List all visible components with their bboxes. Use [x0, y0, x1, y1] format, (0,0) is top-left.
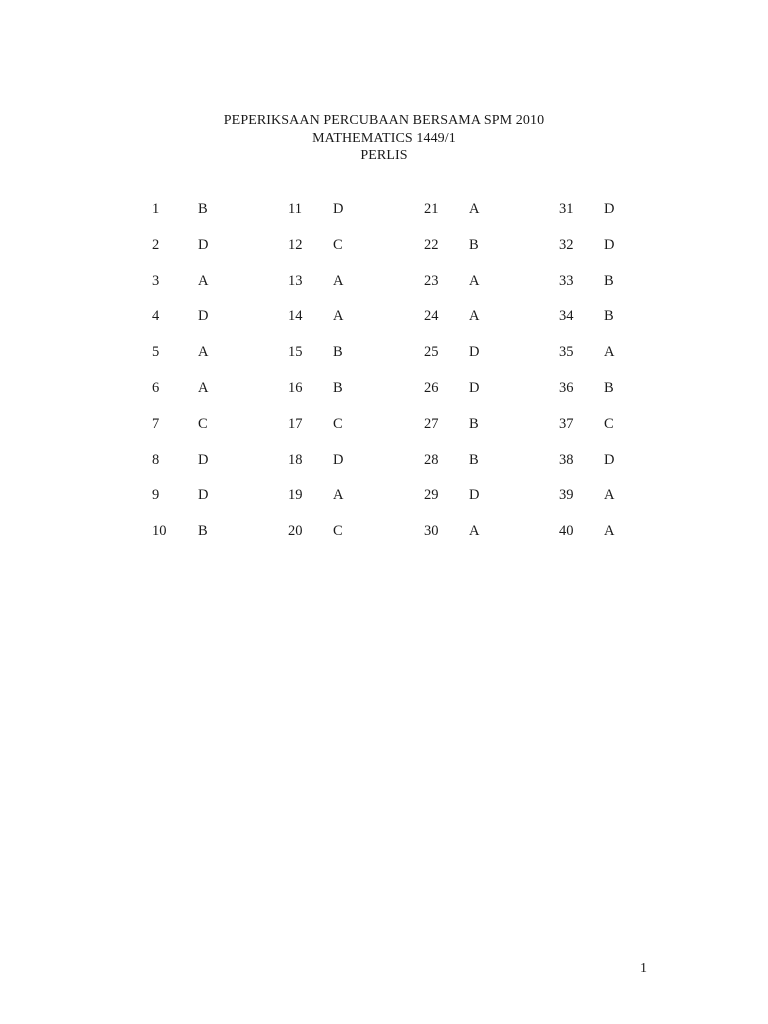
question-number: 11 — [288, 201, 302, 217]
question-number: 27 — [424, 415, 439, 432]
page-number: 1 — [640, 961, 647, 976]
question-number: 38 — [559, 451, 574, 468]
answer-letter: B — [604, 272, 614, 289]
question-number: 28 — [424, 451, 439, 468]
question-number: 35 — [559, 344, 574, 361]
question-number: 10 — [152, 523, 167, 540]
question-number: 34 — [559, 308, 574, 325]
answer-letter: D — [604, 451, 615, 468]
question-number: 5 — [152, 344, 160, 361]
question-number: 26 — [424, 380, 439, 396]
answer-letter: C — [604, 415, 614, 432]
answer-letter: D — [198, 487, 209, 504]
question-number: 4 — [152, 308, 160, 325]
answer-letter: A — [333, 487, 344, 504]
question-number: 6 — [152, 380, 160, 396]
question-number: 13 — [288, 272, 303, 289]
answer-letter: A — [604, 344, 615, 361]
answer-letter: A — [198, 344, 209, 361]
question-number: 31 — [559, 201, 574, 217]
question-number: 19 — [288, 487, 303, 504]
answer-letter: A — [469, 201, 480, 217]
answer-letter: A — [469, 523, 480, 540]
answer-letter: D — [469, 487, 480, 504]
answer-letter: A — [198, 272, 209, 289]
answer-letter: D — [604, 236, 615, 253]
answer-letter: A — [604, 487, 615, 504]
question-number: 12 — [288, 236, 303, 253]
answer-letter: C — [333, 415, 343, 432]
answer-letter: B — [333, 380, 343, 396]
answer-letter: C — [333, 236, 343, 253]
answer-letter: D — [469, 380, 480, 396]
question-number: 8 — [152, 451, 160, 468]
answer-letter: A — [333, 308, 344, 325]
question-number: 25 — [424, 344, 439, 361]
answer-letter: B — [333, 344, 343, 361]
question-number: 16 — [288, 380, 303, 396]
answer-letter: D — [198, 451, 209, 468]
answer-letter: A — [469, 308, 480, 325]
answer-letter: C — [198, 415, 208, 432]
answer-letter: B — [198, 201, 208, 217]
question-number: 22 — [424, 236, 439, 253]
answer-letter: D — [604, 201, 615, 217]
question-number: 30 — [424, 523, 439, 540]
subject-title: MATHEMATICS 1449/1 — [312, 130, 456, 146]
question-number: 1 — [152, 201, 160, 217]
answer-letter: C — [333, 523, 343, 540]
answer-letter: A — [198, 380, 209, 396]
question-number: 9 — [152, 487, 160, 504]
answer-letter: D — [198, 236, 209, 253]
question-number: 14 — [288, 308, 303, 325]
answer-letter: D — [469, 344, 480, 361]
question-number: 29 — [424, 487, 439, 504]
answer-letter: B — [198, 523, 208, 540]
question-number: 23 — [424, 272, 439, 289]
question-number: 32 — [559, 236, 574, 253]
question-number: 21 — [424, 201, 439, 217]
answer-letter: B — [469, 415, 479, 432]
question-number: 24 — [424, 308, 439, 325]
answer-letter: B — [604, 380, 614, 396]
question-number: 37 — [559, 415, 574, 432]
question-number: 36 — [559, 380, 574, 396]
question-number: 15 — [288, 344, 303, 361]
question-number: 17 — [288, 415, 303, 432]
answer-letter: A — [469, 272, 480, 289]
answer-letter: A — [333, 272, 344, 289]
question-number: 33 — [559, 272, 574, 289]
question-number: 39 — [559, 487, 574, 504]
question-number: 40 — [559, 523, 574, 540]
answer-letter: A — [604, 523, 615, 540]
exam-title: PEPERIKSAAN PERCUBAAN BERSAMA SPM 2010 — [223, 113, 545, 128]
question-number: 7 — [152, 415, 160, 432]
question-number: 3 — [152, 272, 160, 289]
question-number: 18 — [288, 451, 303, 468]
answer-letter: B — [469, 451, 479, 468]
answer-letter: B — [604, 308, 614, 325]
answer-letter: D — [198, 308, 209, 325]
state-title: PERLIS — [360, 148, 408, 163]
answer-letter: B — [469, 236, 479, 253]
answer-letter: D — [333, 451, 344, 468]
question-number: 20 — [288, 523, 303, 540]
answer-letter: D — [333, 201, 344, 217]
question-number: 2 — [152, 236, 160, 253]
